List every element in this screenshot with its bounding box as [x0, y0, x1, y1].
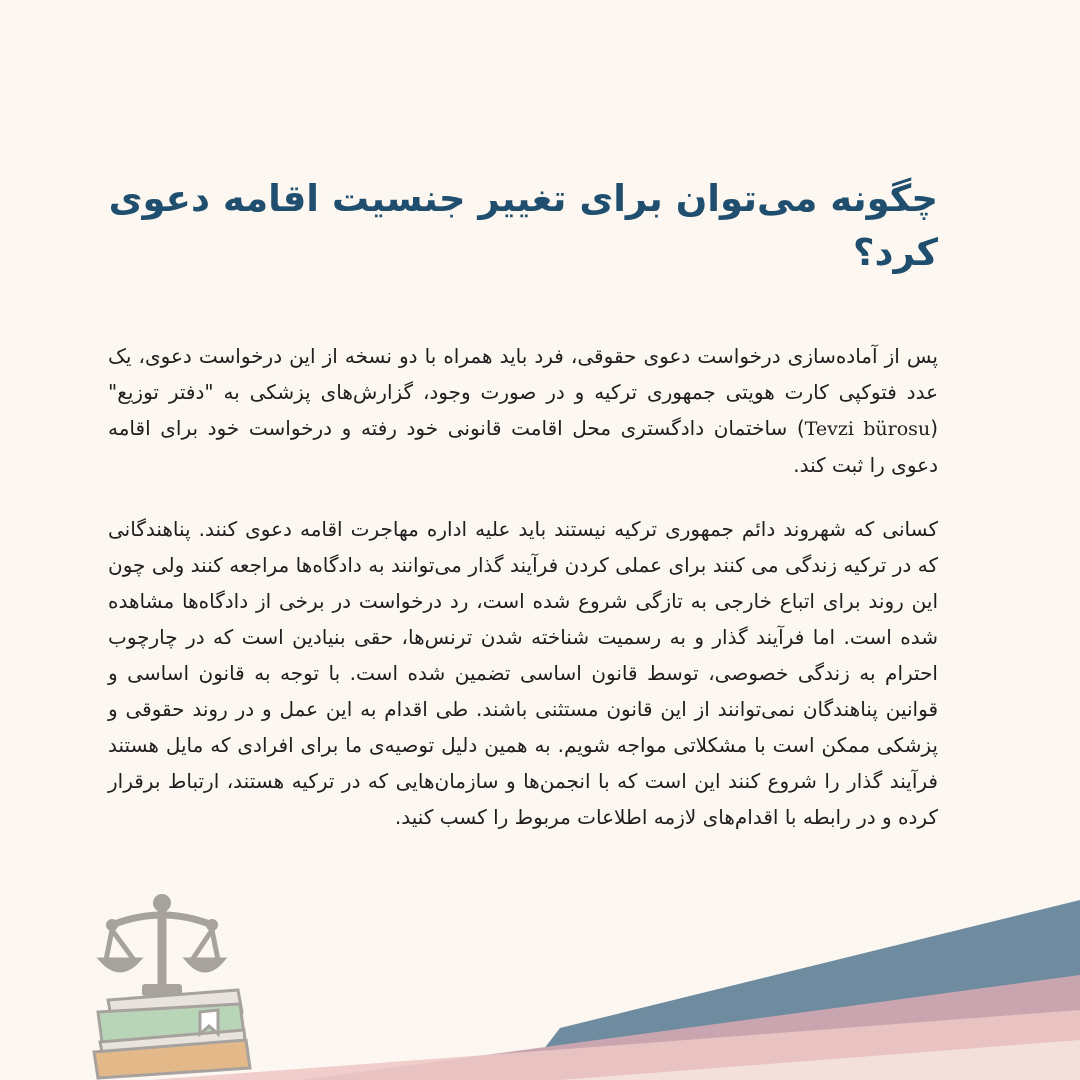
- page-title: چگونه می‌توان برای تغییر جنسیت اقامه دعوی کرد؟: [108, 177, 938, 274]
- article: [108, 172, 938, 835]
- paragraph-filing-procedure: [108, 338, 938, 483]
- latin-term: Tevzi bürosu: [804, 418, 931, 440]
- paragraph-1-text-end: ) ساختمان دادگستری محل اقامت قانونی خود رفته و درخواست خود برای اقامه دعوی را ثبت کند.: [108, 416, 938, 477]
- scales-of-justice-icon: [102, 894, 222, 996]
- paragraph-1-text-start: پس از آماده‌سازی درخواست دعوی حقوقی، فرد باید همراه با دو نسخه از این درخواست دعوی، یک عدد فتوکپی کارت هویتی جمهوری ترکیه و در صورت وجود، گزارش‌های پزشکی به "دفتر توزیع" (: [108, 344, 938, 440]
- paragraph-non-citizens: کسانی که شهروند دائم جمهوری ترکیه نیستند باید علیه اداره مهاجرت اقامه دعوی کنند. پناهندگانی که در ترکیه زندگی می کنند برای عملی کردن فرآیند گذار می‌توانند به دادگاه‌ها مراجعه کنند ولی چون این روند برای اتباع خارجی به تازگی شروع شده است، رد درخواست در برخی از دادگاه‌ها مشاهده شده است. اما فرآیند گذار و به رسمیت شناخته شدن ترنس‌ها، حقی بنیادین است که در چارچوب احترام به زندگی خصوصی، توسط قانون اساسی تضمین شده است. با توجه به قانون اساسی و قوانین پناهندگان نمی‌توانند از این قانون مستثنی باشند. طی اقدام به این عمل و در روند حقوقی و پزشکی ممکن است با مشکلاتی مواجه شویم. به همین دلیل توصیه‌ی ما برای افرادی که مایل هستند فرآیند گذار را شروع کنند این است که با انجمن‌ها و سازمان‌هایی که در ترکیه هستند، ارتباط برقرار کرده و در رابطه با اقدام‌های لازمه اطلاعات مربوط را کسب کنید.: [108, 517, 938, 829]
- stacked-books-icon: [94, 990, 250, 1078]
